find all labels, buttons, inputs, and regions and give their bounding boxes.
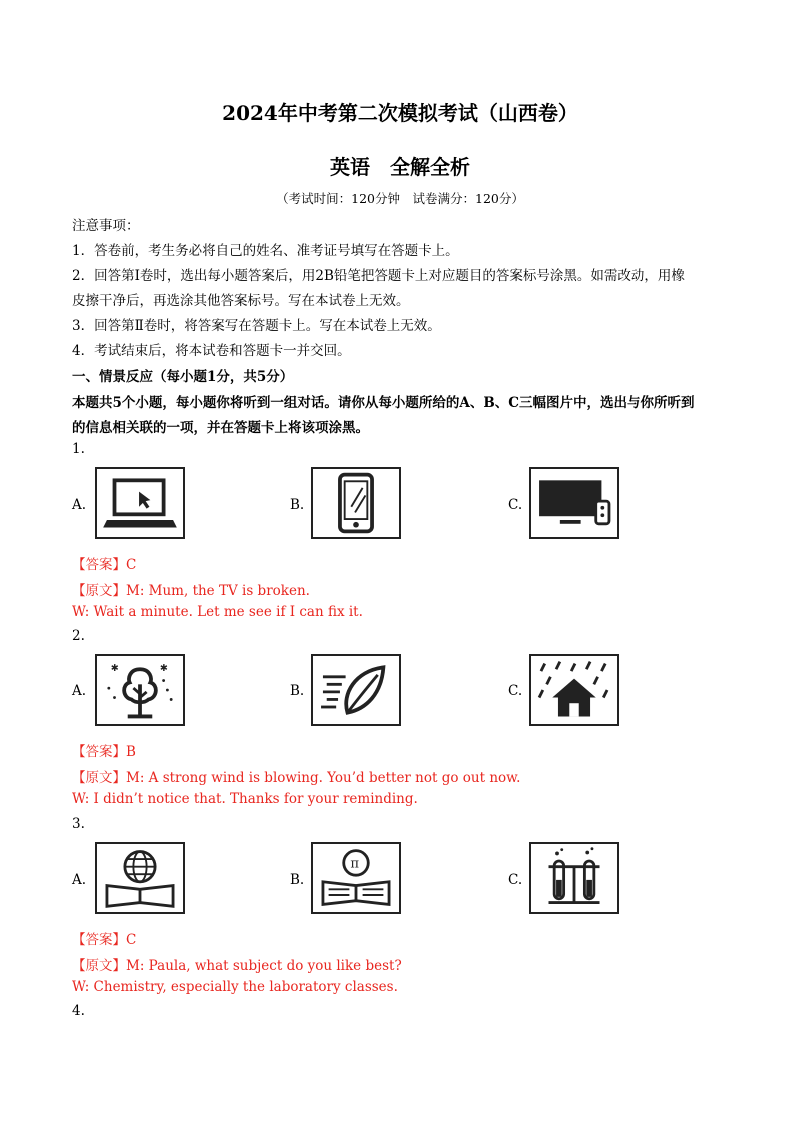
notice-heading: 注意事项： (72, 218, 140, 234)
test-tubes-icon (529, 842, 619, 914)
laptop-icon (95, 467, 185, 539)
question-number: 3. (72, 816, 85, 832)
svg-text:✱: ✱ (159, 663, 168, 675)
notice-item: 2．回答第Ⅰ卷时，选出每小题答案后，用2B铅笔把答题卡上对应题目的答案标号涂黑。如需改动，用橡 (72, 268, 685, 284)
notice-item: 3．回答第Ⅱ卷时，将答案写在答题卡上。写在本试卷上无效。 (72, 318, 441, 334)
page-title: 2024年中考第二次模拟考试（山西卷） (222, 101, 578, 125)
transcript-text: W: I didn’t notice that. Thanks for your reminding. (72, 791, 418, 807)
option-label: B. (290, 872, 305, 888)
question-number: 2. (72, 628, 85, 644)
section-heading: 一、情景反应（每小题1分，共5分） (72, 369, 294, 385)
section-instruction: 本题共5个小题，每小题你将听到一组对话。请你从每小题所给的A、B、C三幅图片中，选出与你所听到 (72, 395, 695, 411)
option-label: A. (72, 872, 87, 888)
exam-meta: （考试时间：120分钟 试卷满分：120分） (276, 191, 524, 206)
transcript-text: 【原文】M: A strong wind is blowing. You’d better not go out now. (72, 770, 521, 786)
section-instruction: 的信息相关联的一项，并在答题卡上将该项涂黑。 (72, 420, 369, 436)
question-number: 4. (72, 1003, 85, 1019)
option-label: A. (72, 497, 87, 513)
page-subtitle: 英语 全解全析 (330, 155, 470, 179)
snowy-tree-icon (95, 654, 185, 726)
smartphone-icon (311, 467, 401, 539)
option-label: A. (72, 683, 87, 699)
transcript-text: W: Wait a minute. Let me see if I can fix it. (72, 604, 363, 620)
pi-book-icon (311, 842, 401, 914)
notice-item: 1．答卷前，考生务必将自己的姓名、准考证号填写在答题卡上。 (72, 243, 459, 259)
transcript-text: 【原文】M: Paula, what subject do you like best? (72, 958, 402, 974)
rain-house-icon (529, 654, 619, 726)
globe-book-icon (95, 842, 185, 914)
option-label: B. (290, 497, 305, 513)
option-label: C. (508, 683, 523, 699)
svg-text:✱: ✱ (110, 663, 119, 675)
question-number: 1. (72, 441, 85, 457)
tv-icon (529, 467, 619, 539)
windy-leaf-icon (311, 654, 401, 726)
option-label: C. (508, 872, 523, 888)
notice-item: 皮擦干净后，再选涂其他答案标号。写在本试卷上无效。 (72, 293, 410, 309)
answer-text: 【答案】B (72, 744, 136, 760)
answer-text: 【答案】C (72, 557, 137, 573)
option-label: C. (508, 497, 523, 513)
transcript-text: 【原文】M: Mum, the TV is broken. (72, 583, 310, 599)
answer-text: 【答案】C (72, 932, 137, 948)
option-label: B. (290, 683, 305, 699)
svg-text:π: π (350, 856, 360, 872)
transcript-text: W: Chemistry, especially the laboratory classes. (72, 979, 398, 995)
notice-item: 4．考试结束后，将本试卷和答题卡一并交回。 (72, 343, 351, 359)
